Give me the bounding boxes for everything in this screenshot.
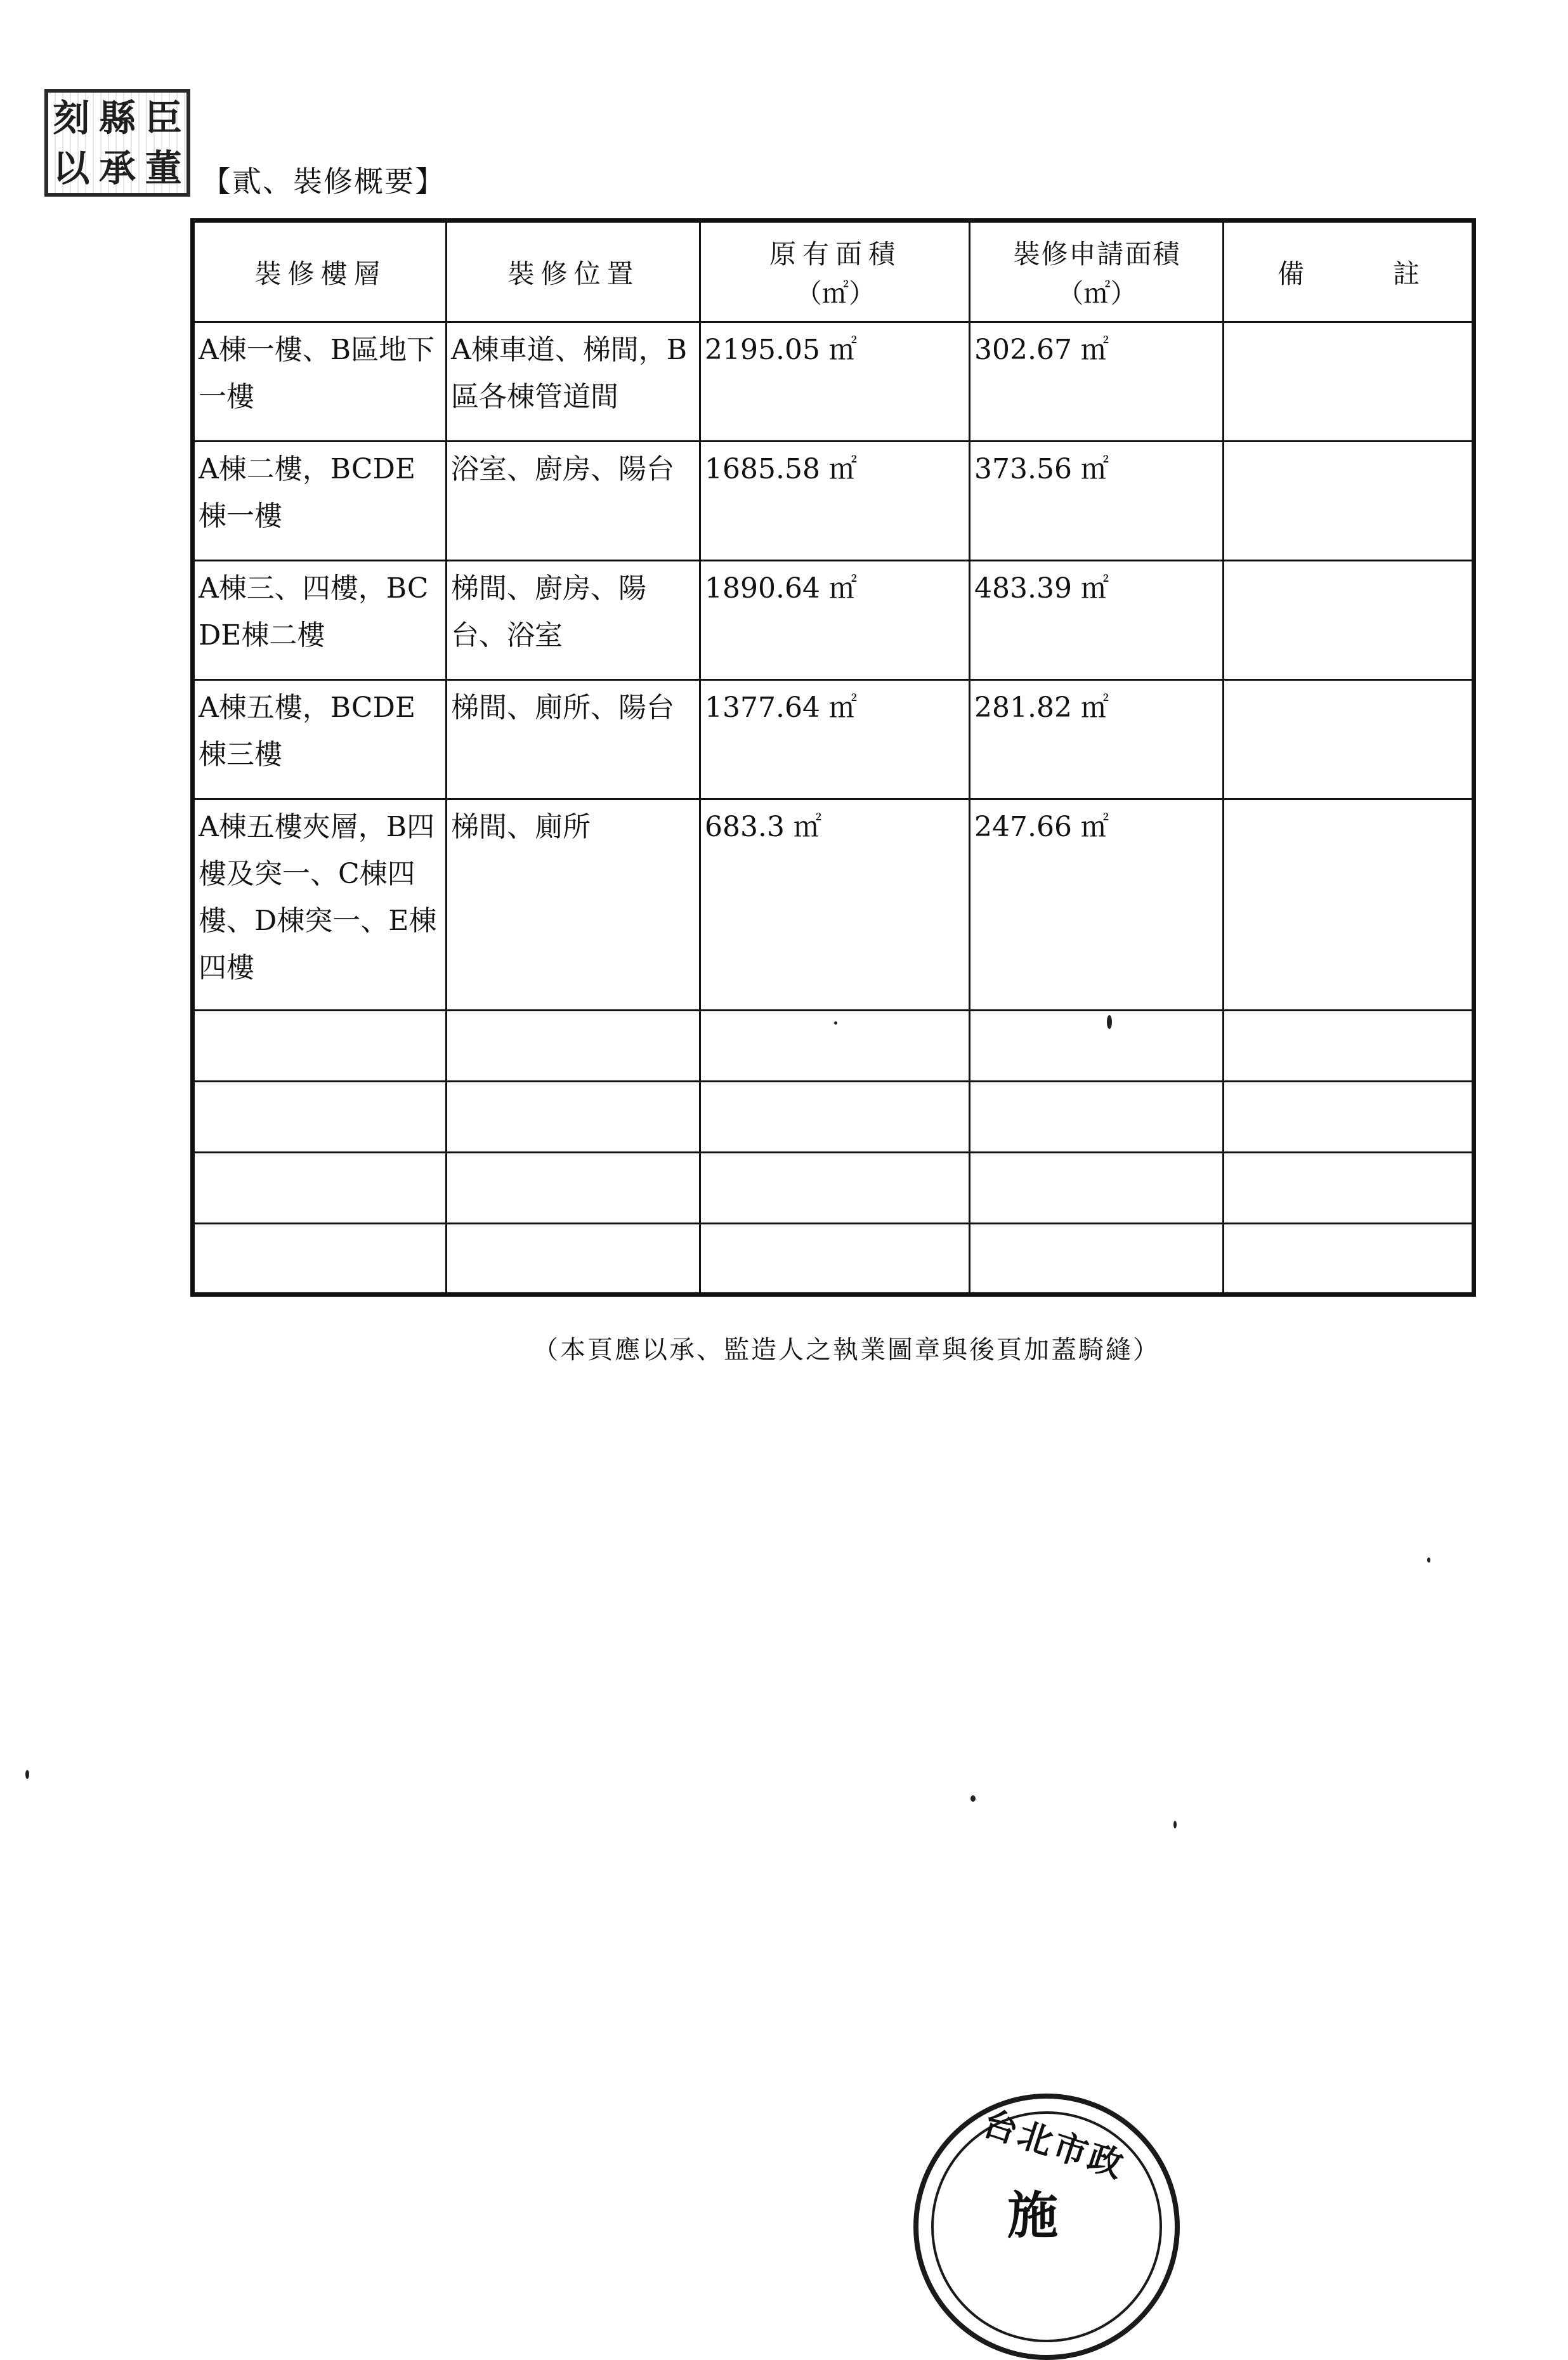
cell-remark xyxy=(1224,442,1474,561)
cell-applied-area: 483.39 ㎡ xyxy=(970,561,1224,680)
scan-speck xyxy=(970,1795,976,1802)
cell-blank xyxy=(193,1152,447,1223)
table-header-row xyxy=(193,221,1474,322)
cell-location: 梯間、廁所 xyxy=(447,799,700,1010)
header-applied-area-unit: （㎡） xyxy=(1057,277,1137,309)
seal-char: 縣 xyxy=(98,96,136,140)
cell-applied-area: 302.67 ㎡ xyxy=(970,322,1224,442)
seal-text: 台北市政 xyxy=(977,2102,1131,2187)
scan-speck xyxy=(1107,1015,1112,1029)
cell-blank xyxy=(193,1081,447,1152)
cell-floor: A棟一樓、B區地下一樓 xyxy=(193,322,447,442)
scan-speck xyxy=(834,1021,837,1025)
table-row-blank xyxy=(193,1152,1474,1223)
cell-blank xyxy=(970,1223,1224,1294)
header-applied-area-label: 裝修申請面積 xyxy=(1013,238,1181,270)
header-applied-area xyxy=(970,221,1224,322)
header-original-area-label: 原有面積 xyxy=(769,238,901,270)
header-floor: 裝修樓層 xyxy=(193,221,447,322)
cell-blank xyxy=(700,1081,970,1152)
scan-speck xyxy=(1173,1821,1177,1828)
cell-location: 梯間、廚房、陽台、浴室 xyxy=(447,561,700,680)
header-remark-char-1: 備 xyxy=(1277,258,1304,289)
cell-floor: A棟五樓，BCDE棟三樓 xyxy=(193,680,447,799)
section-title: 【貳、裝修概要】 xyxy=(202,164,445,199)
cell-floor: A棟二樓，BCDE棟一樓 xyxy=(193,442,447,561)
cell-location: 梯間、廁所、陽台 xyxy=(447,680,700,799)
cell-blank xyxy=(1224,1010,1474,1081)
cell-blank xyxy=(193,1010,447,1081)
cell-remark xyxy=(1224,561,1474,680)
table-row xyxy=(193,680,1474,799)
cell-blank xyxy=(447,1152,700,1223)
table-row-blank xyxy=(193,1010,1474,1081)
cell-blank xyxy=(970,1081,1224,1152)
cell-original-area: 2195.05 ㎡ xyxy=(700,322,970,442)
cell-remark xyxy=(1224,680,1474,799)
cell-location: 浴室、廚房、陽台 xyxy=(447,442,700,561)
table-row-blank xyxy=(193,1223,1474,1294)
header-remark-char-2: 註 xyxy=(1393,258,1420,289)
header-location: 裝修位置 xyxy=(447,221,700,322)
cell-original-area: 1685.58 ㎡ xyxy=(700,442,970,561)
seal-char: 刻 xyxy=(53,96,90,140)
table-row xyxy=(193,322,1474,442)
cell-original-area: 683.3 ㎡ xyxy=(700,799,970,1010)
cell-blank xyxy=(700,1223,970,1294)
cell-blank xyxy=(193,1223,447,1294)
table-row xyxy=(193,799,1474,1010)
cell-blank xyxy=(447,1081,700,1152)
cell-blank xyxy=(700,1152,970,1223)
header-original-area xyxy=(700,221,970,322)
seal-stamp-top-left xyxy=(44,89,190,197)
cell-blank xyxy=(447,1223,700,1294)
cell-applied-area: 373.56 ㎡ xyxy=(970,442,1224,561)
cell-applied-area: 247.66 ㎡ xyxy=(970,799,1224,1010)
renovation-summary-table xyxy=(190,218,1476,1297)
table-row xyxy=(193,561,1474,680)
cell-blank xyxy=(1224,1223,1474,1294)
cell-remark xyxy=(1224,799,1474,1010)
table-row-blank xyxy=(193,1081,1474,1152)
scan-speck xyxy=(1427,1557,1430,1563)
cell-remark xyxy=(1224,322,1474,442)
header-original-area-unit: （㎡） xyxy=(795,277,875,309)
footnote: （本頁應以承、監造人之執業圖章與後頁加蓋騎縫） xyxy=(533,1335,1160,1365)
seal-char: 董 xyxy=(145,146,182,190)
seal-char: 以 xyxy=(53,146,90,190)
cell-blank xyxy=(700,1010,970,1081)
scan-speck xyxy=(25,1770,29,1779)
cell-blank xyxy=(1224,1081,1474,1152)
cell-floor: A棟五樓夾層，B四樓及突一、C棟四樓、D棟突一、E棟四樓 xyxy=(193,799,447,1010)
cell-floor: A棟三、四樓，BCDE棟二樓 xyxy=(193,561,447,680)
table-row xyxy=(193,442,1474,561)
cell-applied-area: 281.82 ㎡ xyxy=(970,680,1224,799)
header-remark xyxy=(1224,221,1474,322)
seal-stamp-bottom xyxy=(913,2094,1180,2360)
seal-center-char: 施 xyxy=(1007,2186,1058,2245)
cell-blank xyxy=(970,1010,1224,1081)
cell-location: A棟車道、梯間，B區各棟管道間 xyxy=(447,322,700,442)
seal-char: 臣 xyxy=(145,96,182,140)
cell-original-area: 1890.64 ㎡ xyxy=(700,561,970,680)
cell-blank xyxy=(1224,1152,1474,1223)
cell-original-area: 1377.64 ㎡ xyxy=(700,680,970,799)
cell-blank xyxy=(447,1010,700,1081)
cell-blank xyxy=(970,1152,1224,1223)
seal-char: 承 xyxy=(98,146,136,190)
